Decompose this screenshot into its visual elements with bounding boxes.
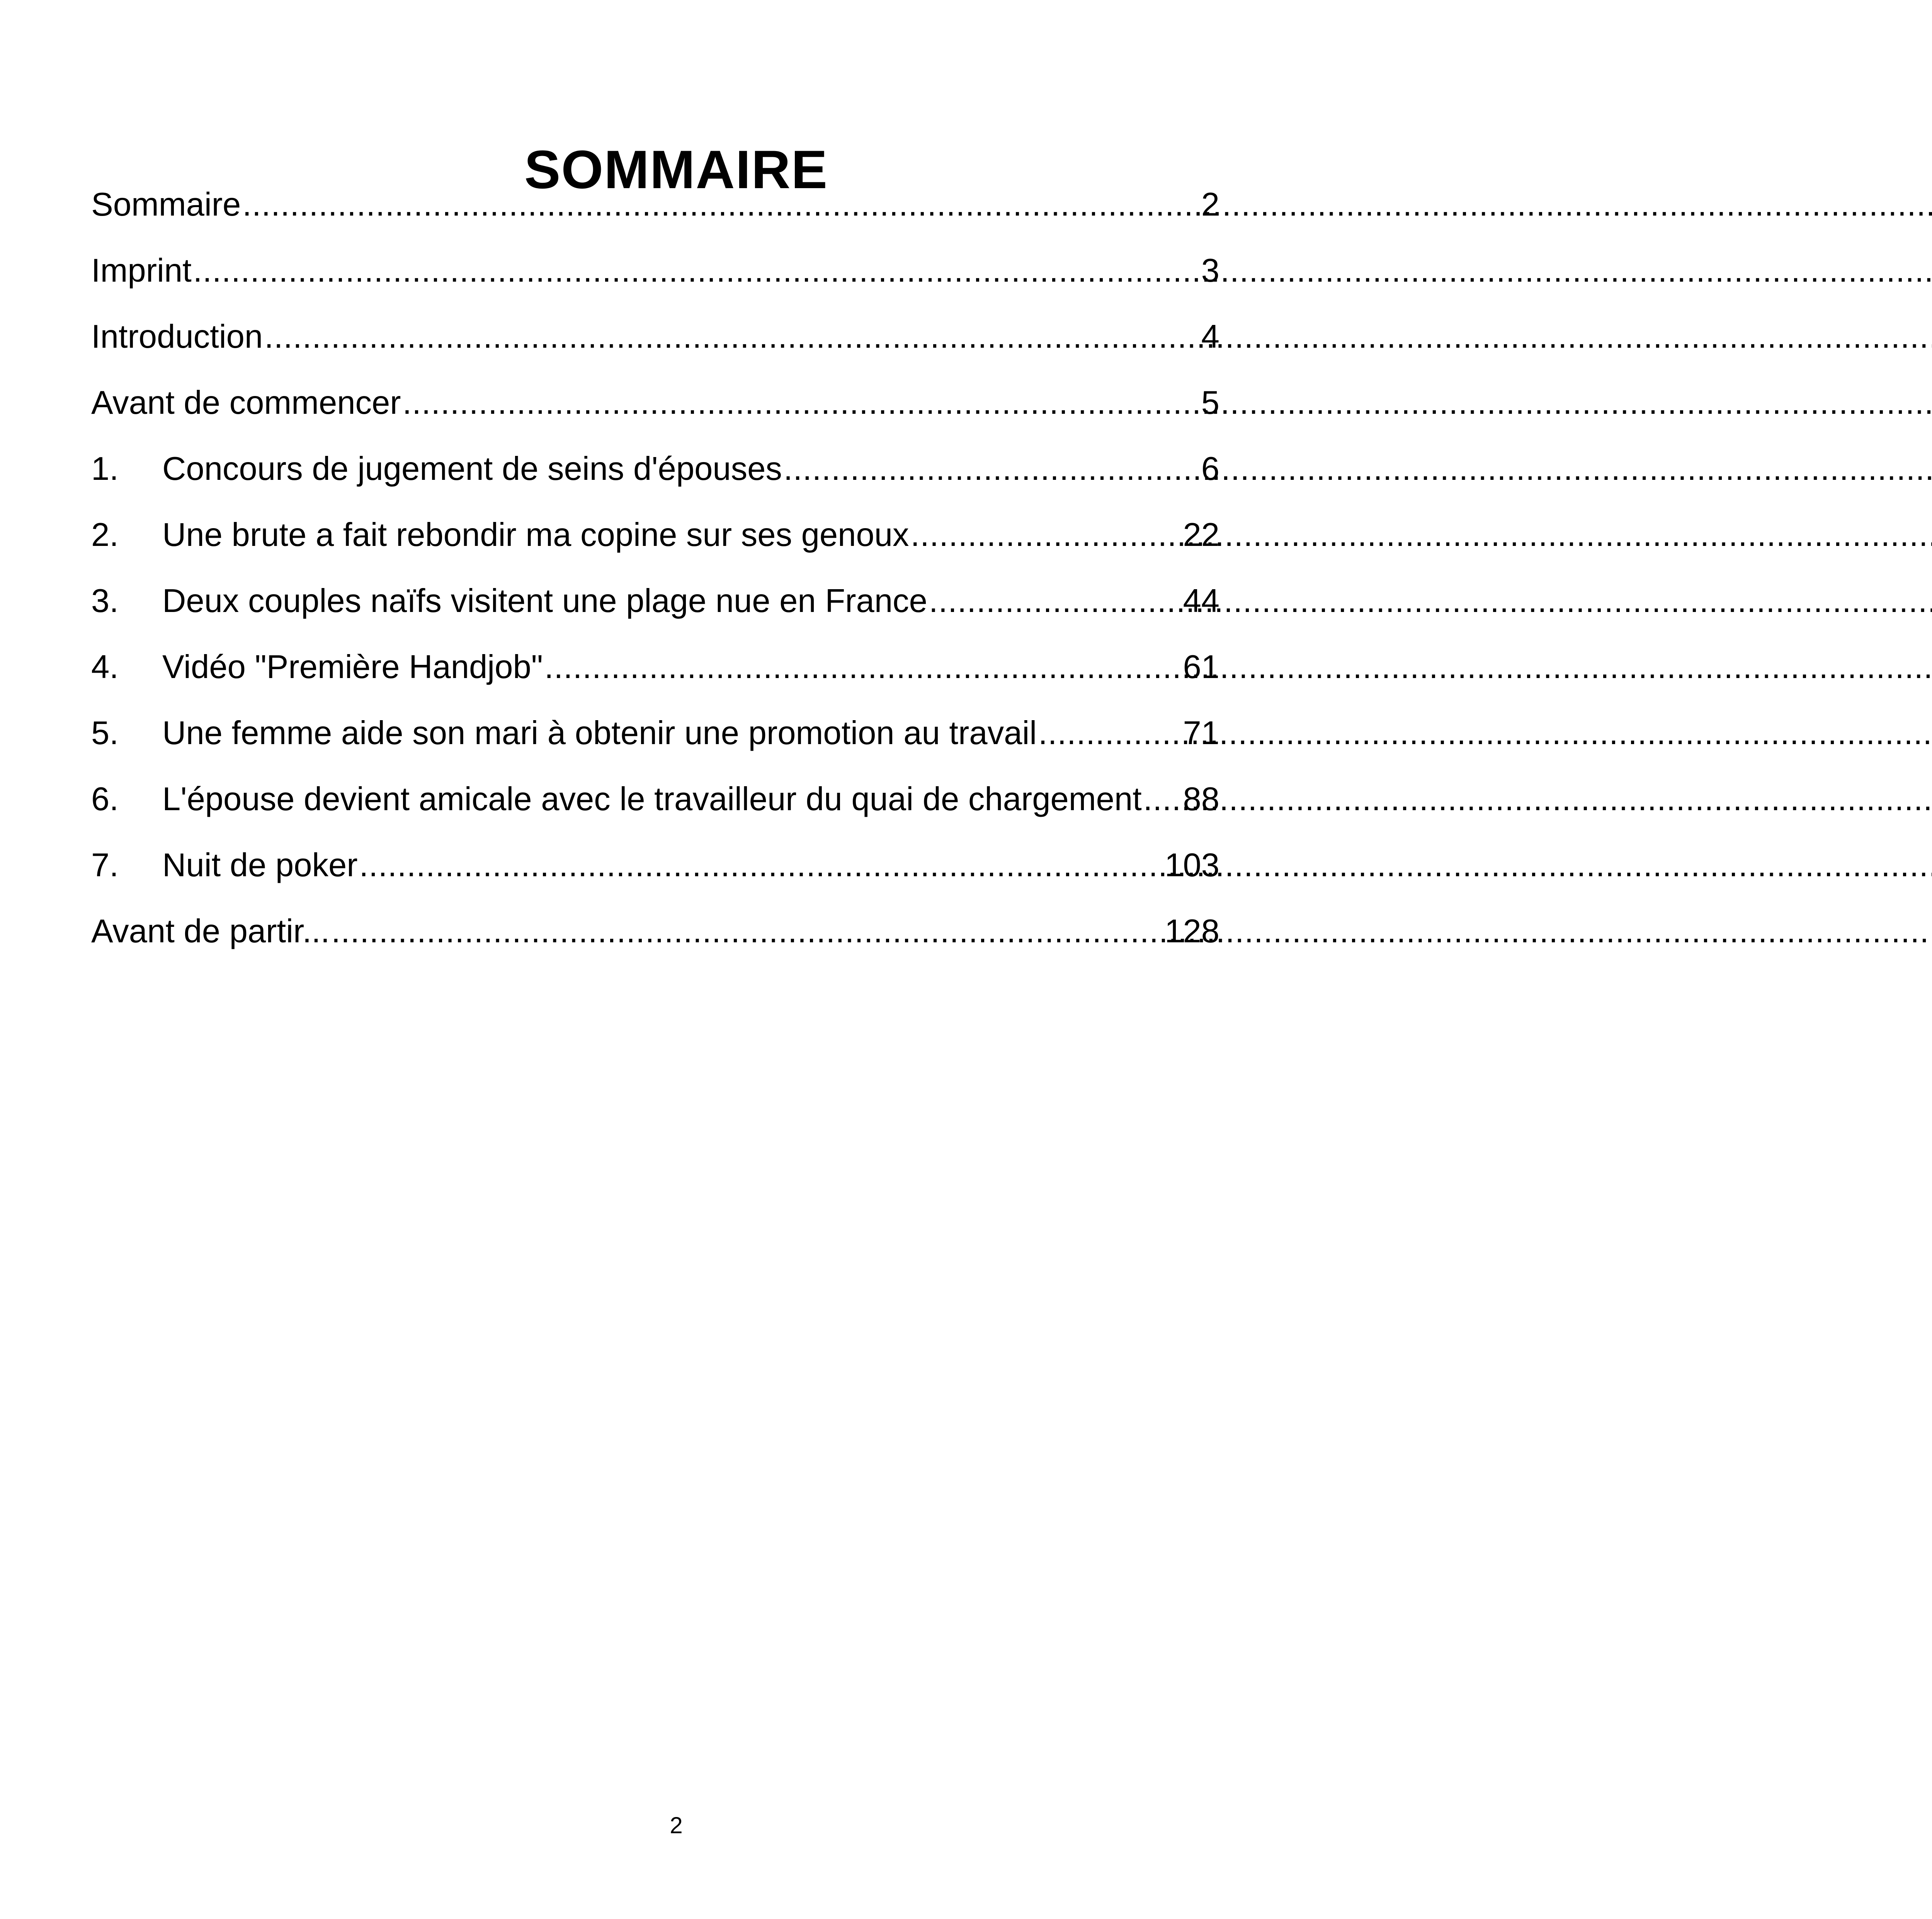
toc-entry-title: Une brute a fait rebondir ma copine sur ses genoux — [162, 517, 909, 553]
toc-entry[interactable] — [91, 314, 1219, 380]
toc-entry[interactable] — [91, 644, 1219, 710]
toc-entry-number: 5. — [91, 715, 119, 751]
toc-entry[interactable] — [91, 182, 1219, 248]
toc-entry-page: 61 — [1183, 649, 1219, 685]
toc-entry-title: Imprint — [91, 252, 192, 289]
toc-entry-page: 22 — [1183, 517, 1219, 553]
toc-dot-leader — [927, 578, 1183, 624]
toc-entry-page: 128 — [1165, 913, 1219, 950]
toc-entry-page: 6 — [1201, 450, 1219, 487]
toc-entry-number: 7. — [91, 847, 119, 884]
toc-entry-title: Nuit de poker — [162, 847, 358, 884]
toc-entry[interactable] — [91, 380, 1219, 446]
toc-dot-leader — [330, 908, 1165, 955]
toc-entry-title: Vidéo "Première Handjob" — [162, 649, 543, 685]
toc-entry-number: 3. — [91, 583, 119, 619]
toc-entry-page: 5 — [1201, 384, 1219, 421]
toc-entry-page: 3 — [1201, 252, 1219, 289]
toc-entry-number: 6. — [91, 781, 119, 818]
toc-entry[interactable] — [91, 512, 1219, 578]
toc-dot-leader — [543, 644, 1183, 690]
toc-entry-title: Avant de commencer — [91, 384, 401, 421]
toc-dot-leader — [263, 314, 1201, 360]
toc-dot-leader — [782, 446, 1201, 492]
toc-entry-number: 4. — [91, 649, 119, 685]
toc-dot-leader — [1142, 776, 1183, 823]
toc-entry[interactable] — [91, 578, 1219, 644]
toc-dot-leader — [192, 248, 1201, 294]
toc-entry[interactable] — [91, 248, 1219, 314]
toc-entry[interactable] — [91, 842, 1219, 908]
toc-entry-number: 1. — [91, 450, 119, 487]
toc-entry[interactable] — [91, 776, 1219, 842]
toc-dot-leader — [909, 512, 1183, 558]
toc-entry-title: Concours de jugement de seins d'épouses — [162, 450, 782, 487]
toc-entry-number: 2. — [91, 517, 119, 553]
toc-entry-title: Introduction — [91, 318, 263, 355]
toc-entry-page: 103 — [1165, 847, 1219, 884]
table-of-contents — [91, 182, 1219, 974]
toc-entry-page: 4 — [1201, 318, 1219, 355]
toc-dot-leader — [358, 842, 1165, 889]
toc-entry-page: 88 — [1183, 781, 1219, 818]
toc-entry-title: Une femme aide son mari à obtenir une promotion au travail — [162, 715, 1037, 751]
toc-dot-leader — [241, 182, 1201, 228]
toc-entry-page: 44 — [1183, 583, 1219, 619]
toc-entry-title: Deux couples naïfs visitent une plage nue en France — [162, 583, 927, 619]
toc-entry-title: Sommaire — [91, 186, 241, 223]
page-title: SOMMAIRE — [524, 139, 828, 200]
toc-entry[interactable] — [91, 710, 1219, 776]
page-number: 2 — [670, 1812, 683, 1838]
toc-entry-page: 71 — [1183, 715, 1219, 751]
toc-entry-title: L'épouse devient amicale avec le travailleur du quai de chargement — [162, 781, 1142, 818]
toc-dot-leader — [401, 380, 1201, 426]
toc-entry[interactable] — [91, 446, 1219, 512]
toc-entry[interactable] — [91, 908, 1219, 974]
toc-dot-leader — [1037, 710, 1183, 756]
toc-entry-page: 2 — [1201, 186, 1219, 223]
toc-entry-title: Avant de partir... — [91, 913, 330, 950]
